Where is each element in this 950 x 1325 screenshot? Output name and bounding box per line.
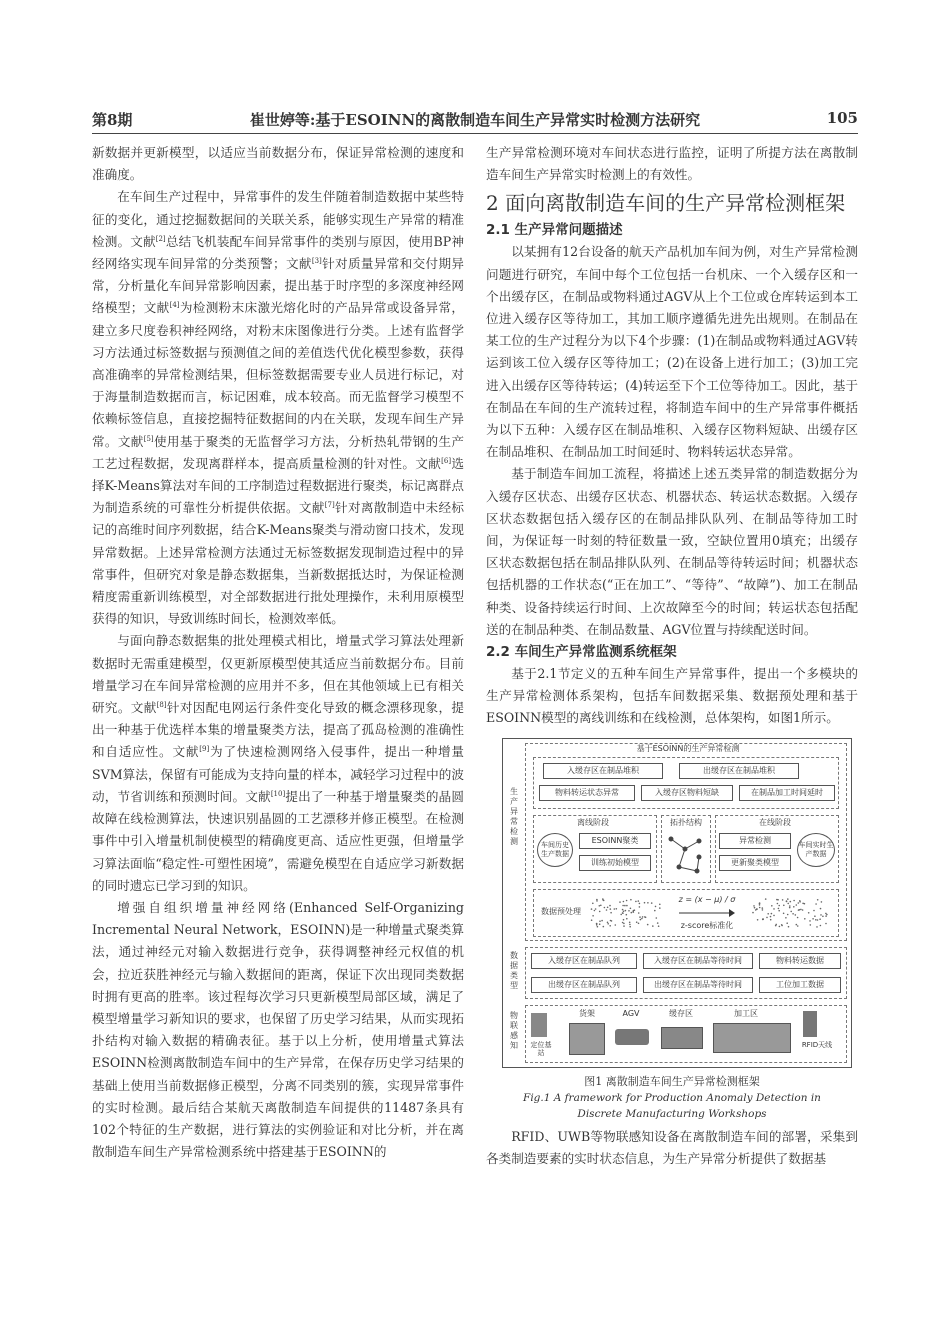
scatter-dot [634,909,636,911]
paragraph: RFID、UWB等物联感知设备在离散制造车间的部署，采集到各类制造要素的实时状态信息，为生产异常分析提供了数据基 [486,1128,858,1166]
running-title: 崔世婷等:基于ESOINN的离散制造车间生产异常实时检测方法研究 [249,111,701,129]
scatter-dot [765,898,767,900]
iot-label: 缓存区 [669,1008,693,1018]
data-type-box: 入缓存区在制品队列 [531,953,637,969]
scatter-dot [599,920,601,922]
citation[interactable]: [9] [199,745,210,754]
right-column [486,142,858,1170]
scatter-dot [799,909,801,911]
scatter-dot [817,899,819,901]
scatter-dot [594,909,596,911]
figure-caption-en: Discrete Manufacturing Workshops [577,1107,767,1120]
scatter-dot [778,904,780,906]
scatter-dot [759,902,761,904]
scatter-dot [790,910,792,912]
citation[interactable]: [3] [311,256,322,265]
agv-icon [615,1029,649,1045]
scatter-dot [614,908,616,910]
scatter-dot [599,905,601,907]
scatter-dot [799,900,801,902]
scatter-dot [622,921,624,923]
figure-caption-en: Fig.1 A framework for Production Anomaly Detection in [523,1091,821,1104]
section-heading: 2 面向离散制造车间的生产异常检测框架 [486,191,846,216]
scatter-dot [783,912,785,914]
realtime-data-node: 车间实时生产数据 [797,833,835,867]
scatter-dot [821,901,823,903]
scatter-dot [609,925,611,927]
history-data-node: 车间历史生产数据 [537,833,573,867]
scatter-dot [793,906,795,908]
iot-label: 加工区 [734,1008,758,1018]
scatter-dot [628,910,630,912]
scatter-dot [797,925,799,927]
scatter-dot [816,926,818,928]
scatter-dot [798,902,800,904]
scatter-dot [787,898,789,900]
scatter-dot [785,917,787,919]
raw-scatter-icon [587,893,667,933]
scatter-dot [792,913,794,915]
scatter-dot [783,904,785,906]
scatter-dot [753,905,755,907]
paragraph: 以某拥有12台设备的航天产品机加车间为例，对生产异常检测问题进行研究，车间中每个工位包括一台机床、一个入缓存区和一个出缓存区，在制品或物料通过AGV从上个工位或仓库转运到本工位进入缓存区等待加工，其加工顺序遵循先进先出规则。在制品在某工位的生产过程分为以下4个步骤：(1)在制品或物料通过AGV转运到该工位入缓存区等待加工；(2)在设备上进行加工；(3)加工完进入出缓存区等待转运；(4)转运至下个工位等待加工。因此，基于在制品在车间的生产流转过程，将制造车间中的生产异常事件概括为以下五种：入缓存区在制品堆积、入缓存区物料短缺、出缓存区在制品堆积、在制品加工时间延时、物料转运状态异常。 [486,244,858,460]
scatter-dot [796,923,798,925]
scatter-dot [787,913,789,915]
scatter-dot [644,916,646,918]
iot-label: 定位基站 [530,1040,552,1058]
scatter-dot [813,909,815,911]
scatter-dot [786,922,788,924]
scatter-dot [825,915,827,917]
scatter-dot [603,925,605,927]
scatter-dot [644,902,646,904]
scatter-dot [626,899,628,901]
scatter-dot [752,911,754,913]
scatter-dot [756,908,758,910]
scatter-dot [812,918,814,920]
scatter-dot [647,923,649,925]
scatter-dot [796,904,798,906]
citation[interactable]: [2] [155,234,166,243]
iot-label: 货架 [579,1008,595,1018]
citation[interactable]: [10] [270,789,286,798]
base-station-icon [531,1013,547,1037]
scatter-dot [607,923,609,925]
side-label-types: 数据类型 [510,950,518,990]
scatter-dot [655,905,657,907]
scatter-dot [822,915,824,917]
scatter-dot [599,910,601,912]
header-rule [92,133,858,134]
scatter-dot [800,908,802,910]
side-label-iot: 物联感知 [510,1010,518,1050]
scatter-dot [640,918,642,920]
left-column [92,142,464,1163]
scatter-dot [778,907,780,909]
scatter-dot [795,914,797,916]
scatter-dot [641,917,643,919]
scatter-dot [789,906,791,908]
scatter-dot [773,908,775,910]
scatter-dot [615,924,617,926]
scatter-dot [773,914,775,916]
anomaly-box: 物料转运状态异常 [539,785,635,801]
scatter-dot [658,925,660,927]
online-title: 在线阶段 [759,817,791,827]
scatter-dot [759,906,761,908]
scatter-dot [592,902,594,904]
scatter-dot [788,926,790,928]
data-type-box: 出缓存区在制品队列 [531,977,637,993]
scatter-dot [600,904,602,906]
scatter-dot [631,911,633,913]
zscore-formula: z = (x − μ) / σ [678,894,736,904]
citation[interactable]: [4] [169,301,180,310]
running-header [92,109,858,131]
scatter-dot [636,921,638,923]
data-type-box: 物料转运数据 [759,953,841,969]
scatter-dot [770,915,772,917]
shelf-icon [569,1023,605,1055]
scatter-dot [624,904,626,906]
scatter-dot [759,904,761,906]
scatter-dot [757,919,759,921]
scatter-dot [820,924,822,926]
scatter-dot [789,905,791,907]
subsection-heading: 2.1 生产异常问题描述 [486,222,623,239]
scatter-dot [599,923,601,925]
scatter-dot [659,907,661,909]
scatter-dot [815,903,817,905]
issue-number: 第8期 [92,111,133,129]
iot-label: RFID天线 [801,1040,833,1049]
scatter-dot [804,903,806,905]
scatter-dot [767,913,769,915]
scatter-dot [817,919,819,921]
anomaly-box: 入缓存区在制品堆积 [543,763,663,779]
scatter-dot [779,925,781,927]
scatter-dot [635,900,637,902]
scatter-dot [825,912,827,914]
anomaly-box: 出缓存区在制品堆积 [679,763,799,779]
rfid-antenna-icon [803,1011,817,1037]
preprocess-label: 数据预处理 [541,906,581,916]
scatter-dot [626,904,628,906]
buffer-icon [661,1027,703,1049]
scatter-dot [814,915,816,917]
scatter-dot [607,921,609,923]
scatter-dot [652,925,654,927]
scatter-dot [630,899,632,901]
scatter-dot [810,924,812,926]
paragraph: 新数据并更新模型，以适应当前数据分布，保证异常检测的速度和准确度。 [92,145,464,183]
scatter-dot [820,907,822,909]
anomaly-box: 入缓存区物料短缺 [641,785,733,801]
side-label-detect: 生产异常检测 [510,786,518,846]
scatter-dot [616,908,618,910]
data-type-box: 入缓存区在制品等待时间 [643,953,753,969]
scatter-dot [629,926,631,928]
scatter-dot [771,912,773,914]
scatter-dot [623,910,625,912]
scatter-dot [607,906,609,908]
arrow-icon [679,909,735,917]
scatter-dot [762,909,764,911]
scatter-dot [622,904,624,906]
paragraph: 基于2.1节定义的五种车间生产异常事件，提出一个多模块的生产异常检测体系架构，包括车间数据采集、数据预处理和基于ESOINN模型的离线训练和在线检测，总体架构，如图1所示。 [486,666,858,726]
topology-graph-icon [665,831,707,879]
citation[interactable]: [5] [143,434,154,443]
scatter-dot [606,909,608,911]
scatter-dot [623,925,625,927]
scatter-dot [623,919,625,921]
scatter-dot [592,915,594,917]
scatter-dot [595,908,597,910]
scatter-dot [630,907,632,909]
scatter-dot [639,902,641,904]
scatter-dot [781,924,783,926]
scatter-dot [629,923,631,925]
paragraph: 生产异常检测环境对车间状态进行监控，证明了所提方法在离散制造车间生产异常实时检测上的有效性。 [486,145,858,183]
scatter-dot [659,903,661,905]
paragraph: 增强自组织增量神经网络(Enhanced Self-Organizing Incremental Neural Network，ESOINN)是一种增量式聚类算法，通过神经元对输入数据进行竞争，获得调整神经元权值的机会，拉近获胜神经元与输入数据间的距离，保证下次出现同类数据时拥有更高的胜率。该过程每次学习只更新模型局部区域，满足了模型增量学习新知识的要求，也保留了历史学习结果，从而实现拓扑结构对输入数据的精确表征。基于以上分析，使用增量式算法ESOINN检测离散制造车间中的生产异常，在保存历史学习结果的基础上使用当前数据修正模型，分离不同类别的簇，实现异常事件的实时检测。最后结合某航天离散制造车间提供的11487条具有102个特征的生产数据，进行算法的实例验证和对比分析，并在离散制造车间生产异常检测系统中搭建基于ESOINN的 [92,899,464,1160]
anomaly-detect-box: 异常检测 [719,833,791,849]
scatter-dot [591,908,593,910]
zscore-label: z-score标准化 [680,920,734,930]
scatter-dot [597,926,599,928]
scatter-dot [787,902,789,904]
data-type-box: 出缓存区在制品等待时间 [643,977,753,993]
scatter-dot [775,924,777,926]
scatter-dot [766,916,768,918]
scatter-dot [622,908,624,910]
scatter-dot [602,898,604,900]
scatter-dot [610,919,612,921]
scatter-dot [610,908,612,910]
scatter-dot [654,909,656,911]
scatter-dot [819,918,821,920]
scatter-dot [754,907,756,909]
paragraph: 与面向静态数据集的批处理模式相比，增量式学习算法处理新数据时无需重建模型，仅更新原模型使其适应当前数据分布。目前增量学习在车间异常检测的应用并不多，但在其他领域上已有相关研究。文献[8]针对因配电网运行条件变化导致的概念漂移现象，提出一种基于优选样本集的增量聚类方法，提高了孤岛检测的准确性和自适应性。文献[9]为了快速检测网络入侵事件，提出一种增量SVM算法，保留有可能成为支持向量的样本，减轻学习过程中的波动，节省训练和预测时间。文献[10]提出了一种基于增量聚类的晶圆故障在线检测算法，快速识别晶圆的工艺漂移并修正模型。在检测事件中引入增量机制使模型的精确度更高、适应性更强，但增量学习算法面临“稳定性-可塑性困境”，需避免模型在自适应学习新数据的同时遗忘已学习到的知识。 [92,633,465,893]
data-type-box: 工位加工数据 [759,977,841,993]
scatter-dot [797,916,799,918]
scatter-dot [777,899,779,901]
scatter-dot [804,918,806,920]
scatter-dot [786,900,788,902]
scatter-dot [626,914,628,916]
paragraph: 在车间生产过程中，异常事件的发生伴随着制造数据中某些特征的变化，通过挖掘数据间的关联关系，能够实现生产异常的精准检测。文献[2]总结飞机装配车间异常事件的类别与原因，使用BP神经网络实现车间异常的分类预警；文献[3]针对质量异常和交付期异常，分析量化车间异常影响因素，提出基于时序型的多深度神经网络模型；文献[4]为检测粉末床激光熔化时的产品异常或设备异常，建立多尺度卷积神经网络，对粉末床图像进行分类。上述有监督学习方法通过标签数据与预测值之间的差值迭代优化模型参数，获得高准确率的异常检测结果，但标签数据需要专业人员进行标记，对于海量制造数据而言，标记困难，成本较高。而无监督学习模型不依赖标签信息，直接挖掘特征数据间的内在关联，发现车间生产异常。文献[5]使用基于聚类的无监督学习方法，分析热轧带钢的生产工艺过程数据，发现离群样本，提高质量检测的针对性。文献[6]选择K-Means算法对车间的工序制造过程数据进行聚类，标记离群点为制造系统的可靠性分析提供依据。文献[7]针对离散制造中未经标记的高维时间序列数据，结合K-Means聚类与滑动窗口技术，发现异常数据。上述异常检测方法通过无标签数据发现制造过程中的异常事件，但研究对象是静态数据集，当新数据抵达时，为保证检测精度需重新训练模型，对全部数据进行批处理操作，未利用原模型获得的知识，导致训练时间长，检测效率低。 [92,189,465,627]
scatter-dot [619,901,621,903]
scatter-dot [802,909,804,911]
scatter-dot [777,902,779,904]
citation[interactable]: [6] [441,456,452,465]
esoinn-cluster-box: ESOINN聚类 [579,833,651,849]
scatter-dot [626,918,628,920]
scatter-dot [782,899,784,901]
scatter-dot [623,900,625,902]
citation[interactable]: [7] [324,501,335,510]
scatter-dot [820,914,822,916]
iot-label: AGV [622,1008,640,1018]
scatter-dot [601,919,603,921]
scatter-dot [629,921,631,923]
scatter-dot [793,899,795,901]
scatter-dot [647,902,649,904]
scatter-dot [639,906,641,908]
scatter-dot [825,922,827,924]
anomaly-box: 在制品加工时间延时 [739,785,835,801]
page-number: 105 [826,109,858,127]
scatter-dot [656,917,658,919]
paragraph: 基于制造车间加工流程，将描述上述五类异常的制造数据分为入缓存区状态、出缓存区状态、机器状态、转运状态数据。入缓存区状态数据包括入缓存区的在制品排队队列、在制品等待加工时间，为保证每一时刻的特征数量一致，空缺位置用0填充；出缓存区状态数据包括在制品排队队列、在制品等待转运时间；机器状态包括机器的工作状态(“正在加工”、“等待”、“故障”)、加工在制品种类、设备持续运行时间、上次故障至今的时间；转运状态包括配送的在制品种类、在制品数量、AGV位置与持续配送时间。 [486,466,858,637]
scatter-dot [639,916,641,918]
scatter-dot [596,900,598,902]
scatter-dot [762,907,764,909]
scatter-dot [620,913,622,915]
detection-title: 基于ESOINN的生产异常检测 [636,743,740,753]
train-model-box: 训练初始模型 [579,855,651,871]
scatter-dot [771,905,773,907]
figure-caption-cn: 图1 离散制造车间生产异常检测框架 [584,1074,760,1088]
scatter-dot [815,919,817,921]
scatter-dot [609,904,611,906]
scatter-dot [625,909,627,911]
scatter-dot [596,923,598,925]
figure-1 [502,738,852,1068]
scatter-dot [651,902,653,904]
scatter-dot [604,906,606,908]
scatter-dot [790,900,792,902]
scatter-dot [638,922,640,924]
scatter-dot [642,916,644,918]
citation[interactable]: [8] [156,700,167,709]
subsection-heading: 2.2 车间生产异常监测系统框架 [486,644,677,661]
topology-title: 拓扑结构 [670,817,702,827]
normalized-scatter-icon [749,893,833,933]
offline-title: 离线阶段 [577,817,609,827]
update-model-box: 更新聚类模型 [719,855,791,871]
scatter-dot [610,912,612,914]
machining-area-icon [713,1023,791,1053]
scatter-dot [638,900,640,902]
scatter-dot [657,922,659,924]
scatter-dot [809,920,811,922]
scatter-dot [762,918,764,920]
scatter-dot [623,922,625,924]
scatter-dot [778,910,780,912]
scatter-dot [633,911,635,913]
scatter-dot [622,912,624,914]
scatter-dot [591,919,593,921]
scatter-dot [808,912,810,914]
scatter-dot [638,912,640,914]
scatter-dot [770,919,772,921]
